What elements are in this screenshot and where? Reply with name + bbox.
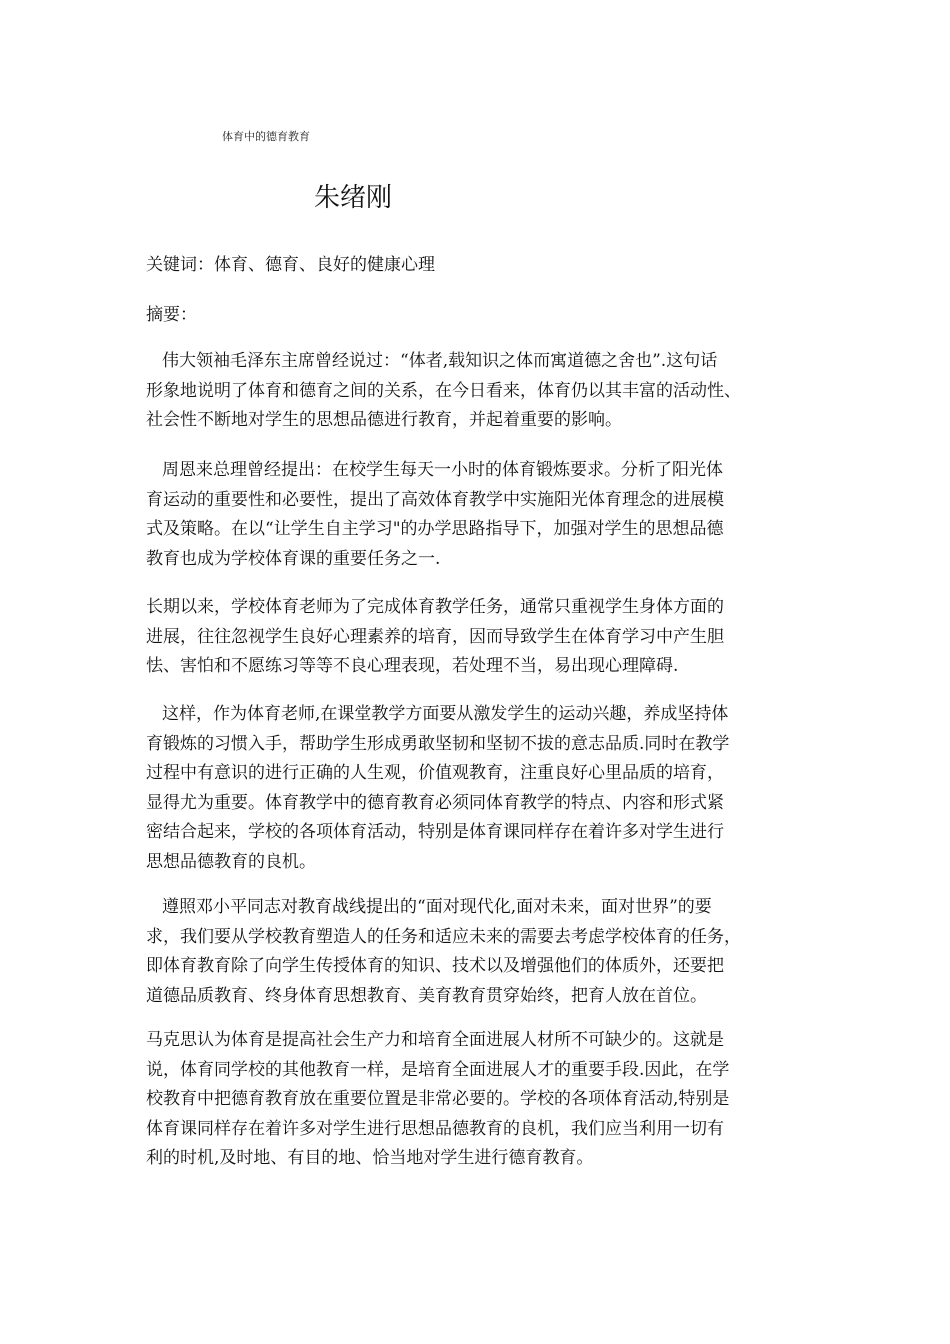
paragraph-1: [146, 347, 816, 436]
header-note: 体育中的德育教育: [222, 130, 310, 143]
paragraph-line: 进展，往往忽视学生良好心理素养的培育，因而导致学生在体育学习中产生胆: [146, 626, 724, 647]
paragraph-6: [146, 1026, 816, 1174]
paragraph-line: 长期以来，学校体育老师为了完成体育教学任务，通常只重视学生身体方面的: [146, 597, 724, 617]
paragraph-4: [146, 700, 816, 877]
paragraph-line: 马克思认为体育是提高社会生产力和培育全面进展人材所不可缺少的。这就是: [146, 1030, 724, 1050]
paragraph-line: 求，我们要从学校教育塑造人的任务和适应未来的需要去考虑学校体育的任务，: [146, 926, 741, 947]
paragraph-line: 伟大领袖毛泽东主席曾经说过：“体者,载知识之体而寓道德之舍也”.这句话: [162, 351, 718, 371]
paragraph-line: 周恩来总理曾经提出：在校学生每天一小时的体育锻炼要求。分析了阳光体: [162, 460, 723, 480]
paragraph-line: 道德品质教育、终身体育思想教育、美育教育贯穿始终，把育人放在首位。: [146, 985, 707, 1006]
paragraph-line: 说，体育同学校的其他教育一样，是培育全面进展人才的重要手段.因此，在学: [146, 1059, 730, 1080]
paragraph-line: 显得尤为重要。体育教学中的德育教育必须同体育教学的特点、内容和形式紧: [146, 792, 724, 813]
paragraph-3: [146, 593, 816, 682]
paragraph-line: 校教育中把德育教育放在重要位置是非常必要的。学校的各项体育活动,特别是: [146, 1089, 730, 1109]
paragraph-line: 式及策略。在以“让学生自主学习"的办学思路指导下，加强对学生的思想品德: [146, 519, 724, 539]
paragraph-line: 怯、害怕和不愿练习等等不良心理表现，若处理不当，易出现心理障碍.: [146, 656, 679, 676]
paragraph-line: 体育课同样存在着许多对学生进行思想品德教育的良机，我们应当利用一切有: [146, 1118, 724, 1139]
paragraph-line: 即体育教育除了向学生传授体育的知识、技术以及增强他们的体质外，还要把: [146, 956, 724, 976]
keywords-line: 关键词：体育、德育、良好的健康心理: [146, 255, 435, 275]
paragraph-line: 密结合起来，学校的各项体育活动，特别是体育课同样存在着许多对学生进行: [146, 822, 724, 842]
paragraph-2: [146, 456, 816, 574]
paragraph-line: 这样，作为体育老师,在课堂教学方面要从激发学生的运动兴趣，养成坚持体: [162, 704, 729, 724]
paragraph-line: 思想品德教育的良机。: [146, 851, 316, 872]
paragraph-line: 遵照邓小平同志对教育战线提出的“面对现代化,面对未来，面对世界”的要: [162, 897, 712, 917]
abstract-label: 摘要：: [146, 305, 197, 325]
paragraph-line: 利的时机,及时地、有目的地、恰当地对学生进行德育教育。: [146, 1148, 594, 1168]
paragraph-5: [146, 893, 816, 1011]
paragraph-line: 过程中有意识的进行正确的人生观，价值观教育，注重良好心里品质的培育，: [146, 763, 724, 783]
paragraph-line: 教育也成为学校体育课的重要任务之一.: [146, 548, 441, 569]
paragraph-line: 社会性不断地对学生的思想品德进行教育，并起着重要的影响。: [146, 410, 622, 430]
paragraph-line: 育运动的重要性和必要性，提出了高效体育教学中实施阳光体育理念的进展模: [146, 489, 724, 510]
paragraph-line: 形象地说明了体育和德育之间的关系，在今日看来，体育仍以其丰富的活动性、: [146, 380, 741, 401]
paragraph-line: 育锻炼的习惯入手，帮助学生形成勇敢坚韧和坚韧不拔的意志品质.同时在教学: [146, 733, 730, 754]
author-name: 朱绪刚: [314, 183, 393, 213]
